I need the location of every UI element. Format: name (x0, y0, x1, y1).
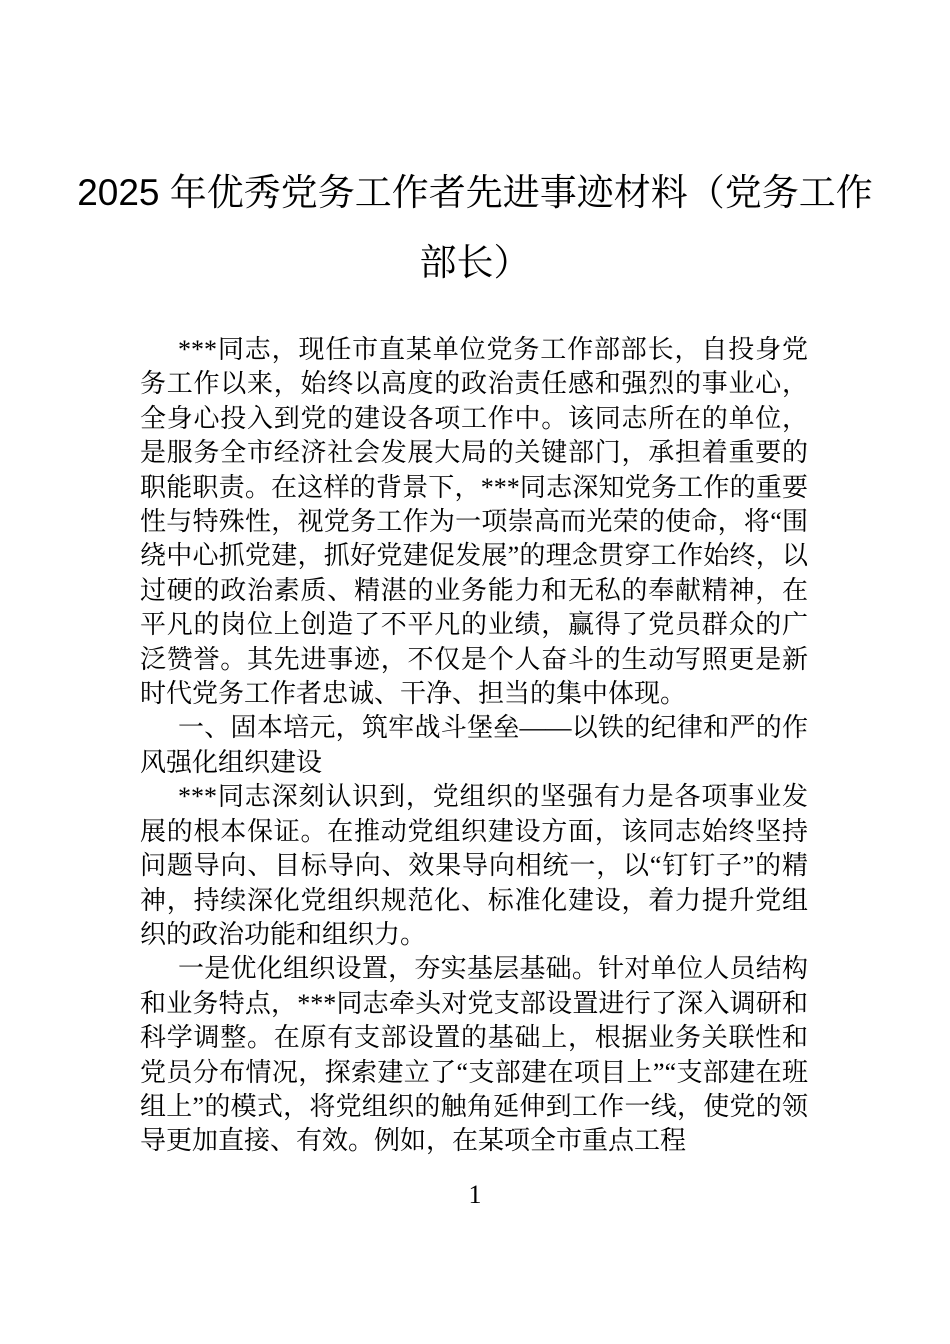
paragraph-section-1-overview: ***同志深刻认识到，党组织的坚强有力是各项事业发展的根本保证。在推动党组织建设方面，该同志始终坚持问题导向、目标导向、效果导向相统一，以“钉钉子”的精神，持续深化党组织规范化、标准化建设，着力提升党组织的政治功能和组织力。 (140, 782, 808, 949)
paragraph-point-1: 一是优化组织设置，夯实基层基础。针对单位人员结构和业务特点，***同志牵头对党支部设置进行了深入调研和科学调整。在原有支部设置的基础上，根据业务关联性和党员分布情况，探索建立了“支部建在项目上”“支部建在班组上”的模式，将党组织的触角延伸到工作一线，使党的领导更加直接、有效。例如，在某项全市重点工程 (140, 954, 808, 1156)
section-heading-1: 一、固本培元，筑牢战斗堡垒——以铁的纪律和严的作风强化组织建设 (140, 713, 808, 777)
document-title: 2025 年优秀党务工作者先进事迹材料（党务工作部长） (77, 172, 873, 283)
paragraph-intro: ***同志，现任市直某单位党务工作部部长，自投身党务工作以来，始终以高度的政治责任感和强烈的事业心，全身心投入到党的建设各项工作中。该同志所在的单位，是服务全市经济社会发展大局的关键部门，承担着重要的职能职责。在这样的背景下，***同志深知党务工作的重要性与特殊性，视党务工作为一项崇高而光荣的使命，将“围绕中心抓党建，抓好党建促发展”的理念贯穿工作始终，以过硬的政治素质、精湛的业务能力和无私的奉献精神，在平凡的岗位上创造了不平凡的业绩，赢得了党员群众的广泛赞誉。其先进事迹，不仅是个人奋斗的生动写照更是新时代党务工作者忠诚、干净、担当的集中体现。 (140, 335, 808, 709)
document-body (140, 333, 808, 1159)
page-number: 1 (468, 1180, 482, 1209)
